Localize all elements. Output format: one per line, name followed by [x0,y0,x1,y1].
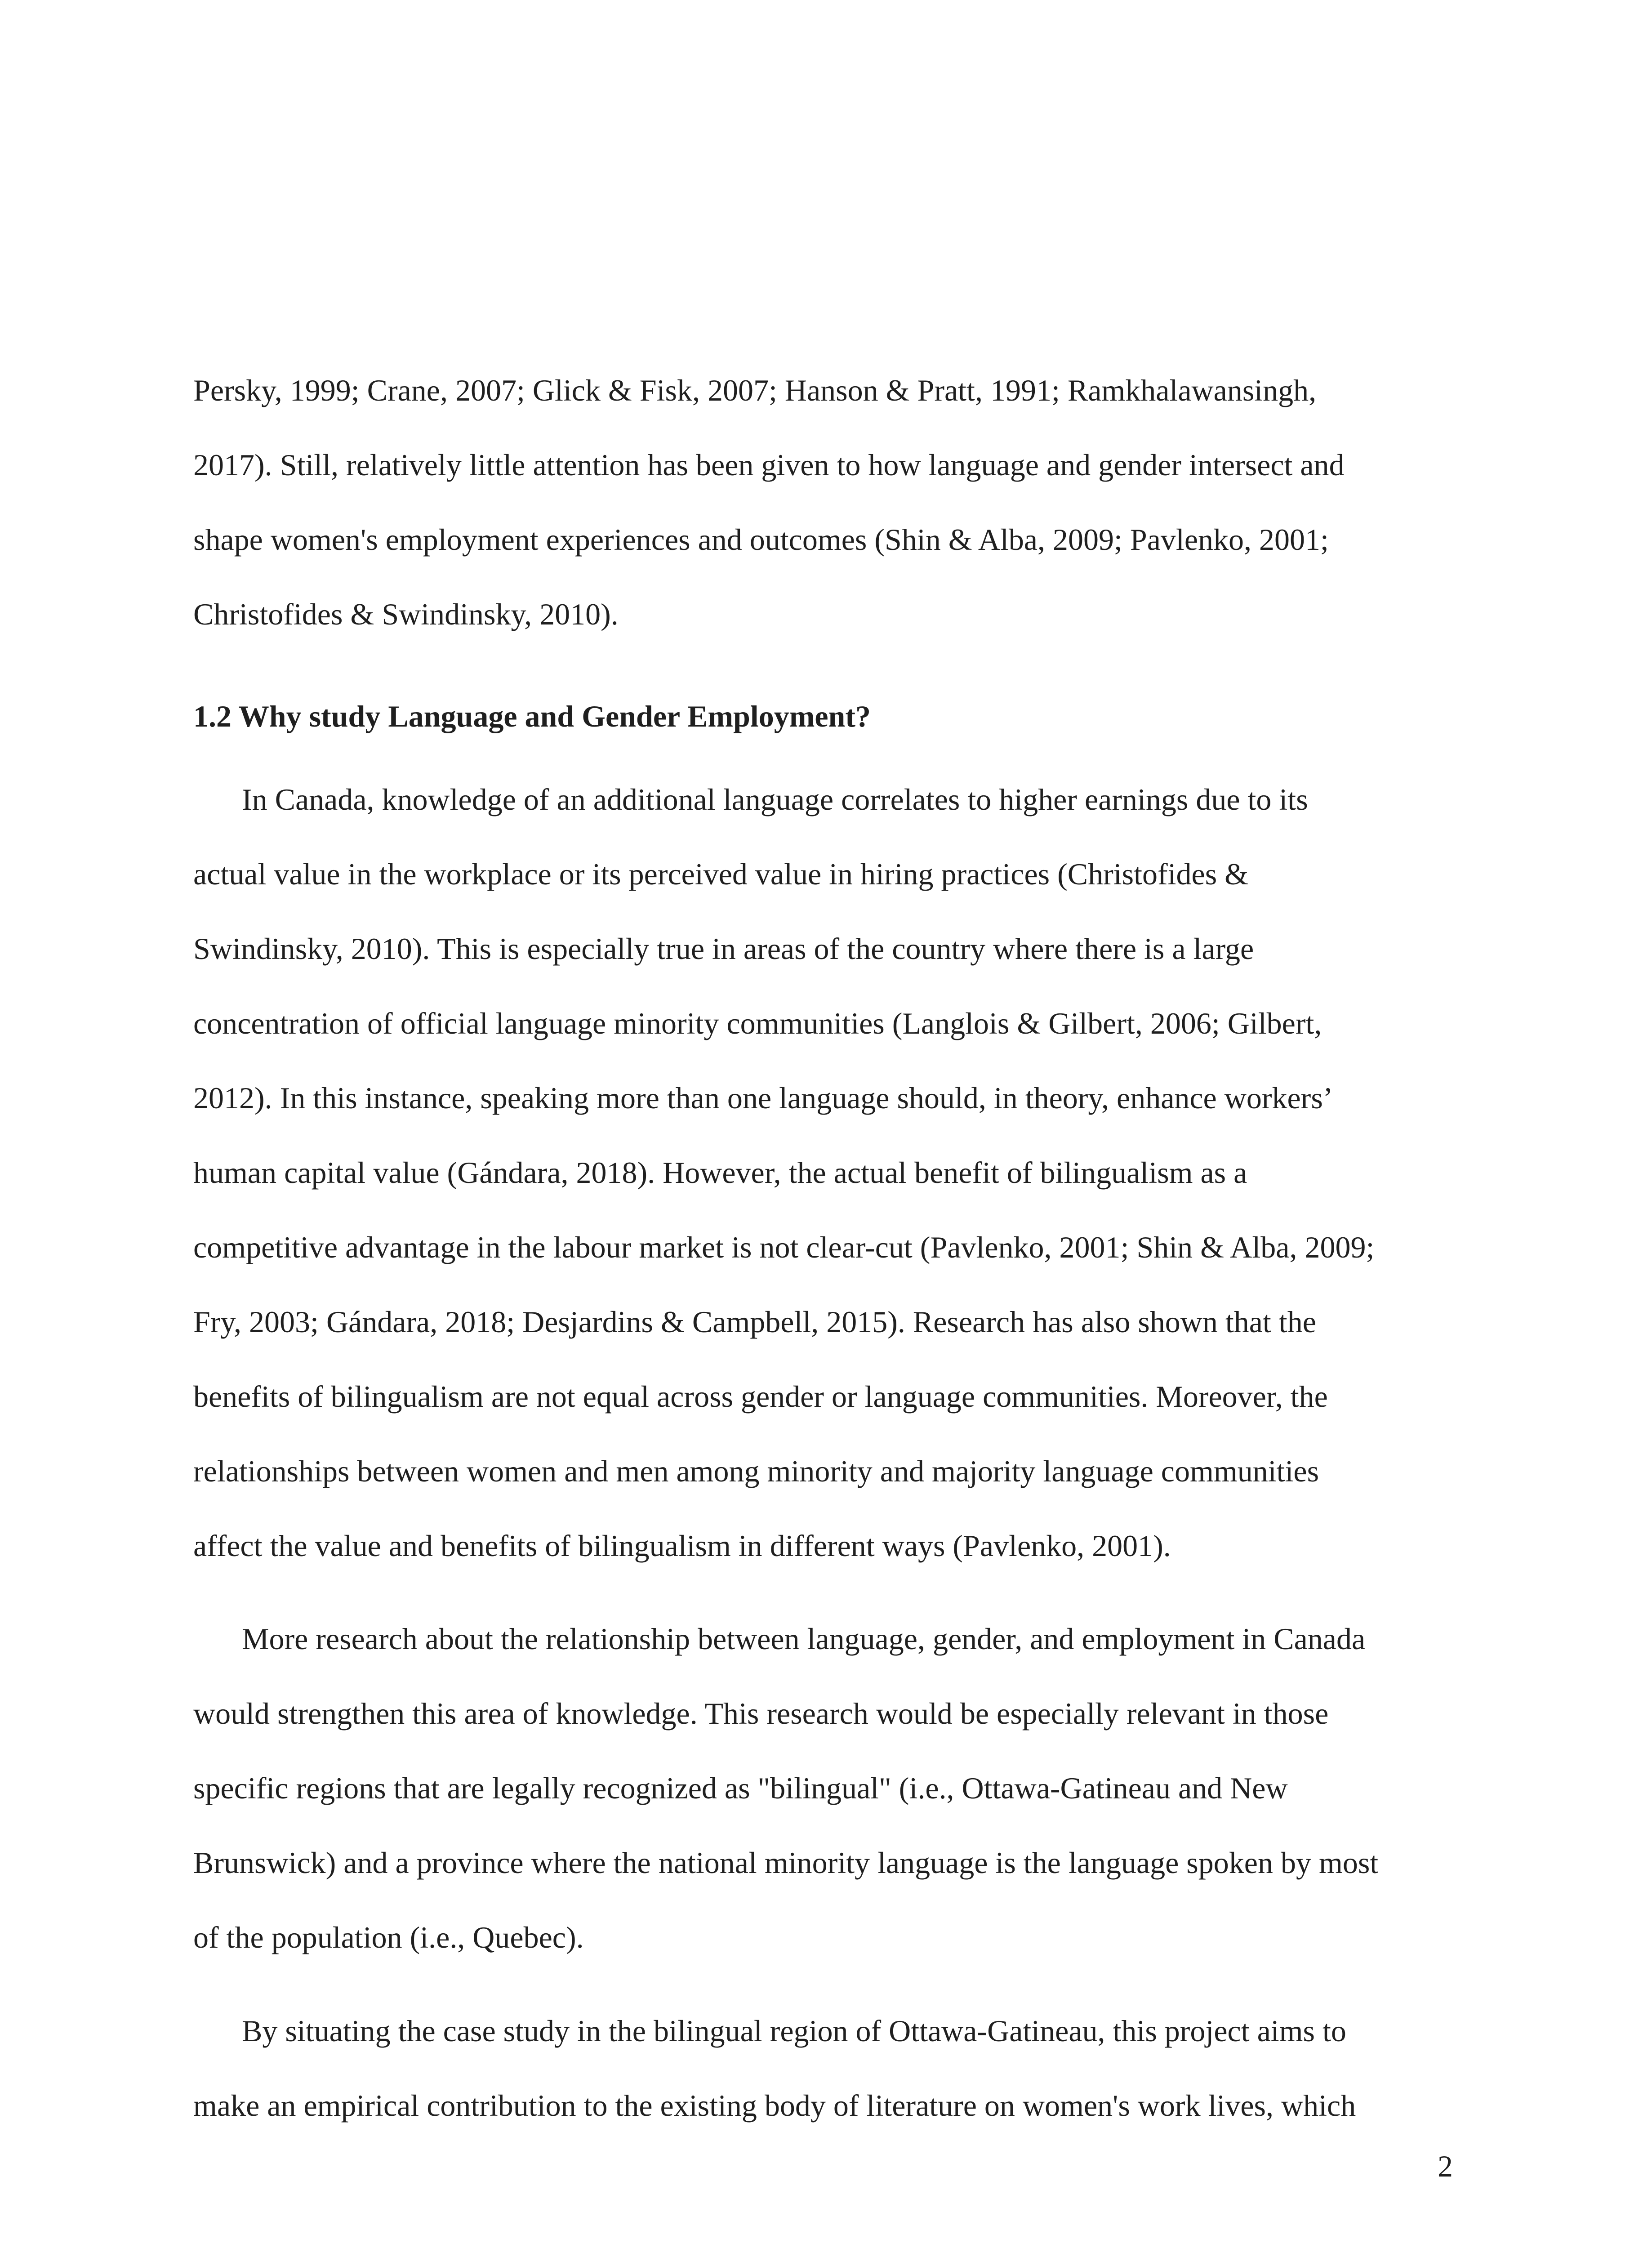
text-line: would strengthen this area of knowledge. This research would be especially relevant in those [193,1696,1329,1731]
section-heading: 1.2 Why study Language and Gender Employment? [193,699,871,733]
text-line: human capital value (Gándara, 2018). However, the actual benefit of bilingualism as a [193,1155,1247,1190]
text-line: shape women's employment experiences and outcomes (Shin & Alba, 2009; Pavlenko, 2001; [193,522,1329,557]
text-line: 2012). In this instance, speaking more than one language should, in theory, enhance workers’ [193,1081,1333,1115]
text-line: 2017). Still, relatively little attention has been given to how language and gender intersect and [193,448,1345,482]
text-line: Fry, 2003; Gándara, 2018; Desjardins & Campbell, 2015). Research has also shown that the [193,1305,1316,1339]
paragraph-more-research [193,1601,1452,1975]
text-line: of the population (i.e., Quebec). [193,1920,584,1954]
text-line: By situating the case study in the bilingual region of Ottawa-Gatineau, this project aims to [242,2014,1346,2048]
text-line: More research about the relationship between language, gender, and employment in Canada [242,1622,1366,1656]
text-line: Christofides & Swindinsky, 2010). [193,597,619,631]
text-line: competitive advantage in the labour market is not clear-cut (Pavlenko, 2001; Shin & Alba, 2009; [193,1230,1375,1264]
page-number: 2 [1438,2149,1453,2183]
text-line: affect the value and benefits of bilingualism in different ways (Pavlenko, 2001). [193,1529,1171,1563]
text-line: specific regions that are legally recognized as "bilingual" (i.e., Ottawa-Gatineau and New [193,1771,1288,1805]
text-line: In Canada, knowledge of an additional language correlates to higher earnings due to its [242,782,1308,816]
paragraph-bilingual-earnings [193,762,1452,1583]
text-line: benefits of bilingualism are not equal across gender or language communities. Moreover, the [193,1379,1328,1414]
paragraph-continued [193,353,1452,651]
text-line: Swindinsky, 2010). This is especially true in areas of the country where there is a large [193,932,1254,966]
text-line: actual value in the workplace or its perceived value in hiring practices (Christofides & [193,857,1249,891]
text-line: make an empirical contribution to the existing body of literature on women's work lives, which [193,2088,1356,2123]
text-line: Persky, 1999; Crane, 2007; Glick & Fisk, 2007; Hanson & Pratt, 1991; Ramkhalawansingh, [193,373,1317,407]
paragraph-case-study [193,1994,1452,2143]
text-line: concentration of official language minority communities (Langlois & Gilbert, 2006; Gilbert, [193,1006,1322,1040]
text-line: Brunswick) and a province where the national minority language is the language spoken by most [193,1846,1379,1880]
text-line: relationships between women and men among minority and majority language communities [193,1454,1319,1488]
